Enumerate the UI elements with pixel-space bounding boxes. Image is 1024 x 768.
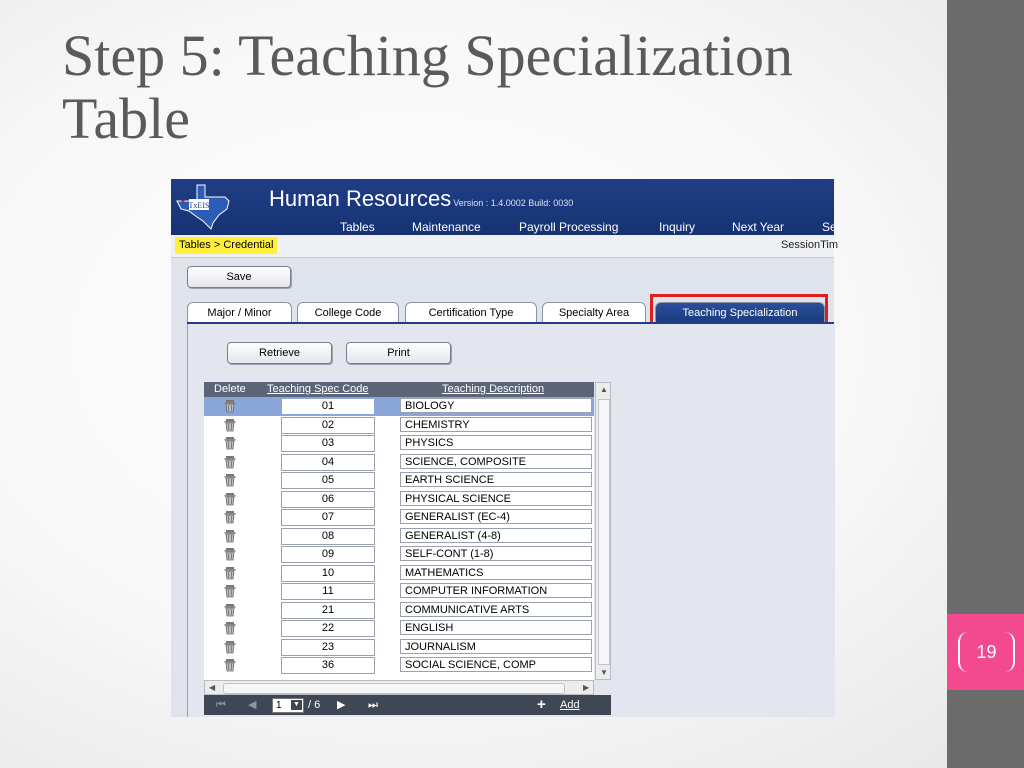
trash-icon[interactable] xyxy=(223,566,237,580)
teaching-spec-code-field[interactable]: 22 xyxy=(281,620,375,637)
grid-pager xyxy=(204,695,611,715)
trash-icon[interactable] xyxy=(223,399,237,413)
scroll-up-icon[interactable]: ▲ xyxy=(600,385,608,394)
breadcrumb-bar xyxy=(171,235,838,258)
logo-text: TxEIS xyxy=(188,201,210,210)
teaching-description-field[interactable]: SOCIAL SCIENCE, COMP xyxy=(400,657,592,672)
trash-icon[interactable] xyxy=(223,529,237,543)
table-row[interactable] xyxy=(204,545,594,564)
save-button[interactable]: Save xyxy=(187,266,291,288)
grid-header xyxy=(204,382,594,397)
add-icon[interactable]: + xyxy=(537,696,546,713)
teaching-spec-code-field[interactable]: 23 xyxy=(281,639,375,656)
table-row[interactable] xyxy=(204,638,594,657)
breadcrumb[interactable]: Tables > Credential xyxy=(175,237,277,254)
teaching-spec-code-field[interactable]: 03 xyxy=(281,435,375,452)
col-delete: Delete xyxy=(214,383,246,395)
teaching-spec-code-field[interactable]: 11 xyxy=(281,583,375,600)
trash-icon[interactable] xyxy=(223,603,237,617)
tab-specialty-area[interactable]: Specialty Area xyxy=(542,302,646,323)
print-button[interactable]: Print xyxy=(346,342,451,364)
tab-teaching-specialization[interactable]: Teaching Specialization xyxy=(655,302,825,323)
vertical-scrollbar[interactable] xyxy=(595,382,611,680)
horizontal-scroll-thumb[interactable] xyxy=(223,683,565,694)
trash-icon[interactable] xyxy=(223,584,237,598)
teaching-spec-code-field[interactable]: 01 xyxy=(281,398,375,415)
teaching-spec-code-field[interactable]: 06 xyxy=(281,491,375,508)
teaching-spec-code-field[interactable]: 04 xyxy=(281,454,375,471)
tab-major-minor[interactable]: Major / Minor xyxy=(187,302,292,323)
table-row[interactable] xyxy=(204,490,594,509)
table-row[interactable] xyxy=(204,471,594,490)
teaching-description-field[interactable]: GENERALIST (4-8) xyxy=(400,528,592,543)
table-row[interactable] xyxy=(204,434,594,453)
scroll-right-icon[interactable]: ▶ xyxy=(583,683,590,692)
menu-se[interactable]: Se xyxy=(822,220,837,234)
chevron-down-icon[interactable]: ▼ xyxy=(291,700,302,710)
slide-title: Step 5: Teaching Specialization Table xyxy=(62,23,793,151)
teaching-spec-code-field[interactable]: 02 xyxy=(281,417,375,434)
col-teaching-spec-code[interactable]: Teaching Spec Code xyxy=(267,383,369,395)
table-row[interactable] xyxy=(204,397,594,416)
teaching-spec-code-field[interactable]: 08 xyxy=(281,528,375,545)
tab-college-code[interactable]: College Code xyxy=(297,302,399,323)
app-title xyxy=(269,186,573,212)
trash-icon[interactable] xyxy=(223,473,237,487)
teaching-description-field[interactable]: CHEMISTRY xyxy=(400,417,592,432)
table-row[interactable] xyxy=(204,508,594,527)
teaching-description-field[interactable]: PHYSICAL SCIENCE xyxy=(400,491,592,506)
teaching-description-field[interactable]: SELF-CONT (1-8) xyxy=(400,546,592,561)
trash-icon[interactable] xyxy=(223,640,237,654)
table-row[interactable] xyxy=(204,527,594,546)
teaching-description-field[interactable]: EARTH SCIENCE xyxy=(400,472,592,487)
menu-tables[interactable]: Tables xyxy=(340,220,375,234)
trash-icon[interactable] xyxy=(223,510,237,524)
teaching-description-field[interactable]: SCIENCE, COMPOSITE xyxy=(400,454,592,469)
table-row[interactable] xyxy=(204,582,594,601)
scroll-down-icon[interactable]: ▼ xyxy=(600,668,608,677)
trash-icon[interactable] xyxy=(223,418,237,432)
teaching-spec-code-field[interactable]: 21 xyxy=(281,602,375,619)
menu-next-year[interactable]: Next Year xyxy=(732,220,785,234)
teaching-description-field[interactable]: PHYSICS xyxy=(400,435,592,450)
teaching-description-field[interactable]: COMPUTER INFORMATION xyxy=(400,583,592,598)
table-row[interactable] xyxy=(204,453,594,472)
table-row[interactable] xyxy=(204,619,594,638)
tab-certification-type[interactable]: Certification Type xyxy=(405,302,537,323)
trash-icon[interactable] xyxy=(223,621,237,635)
teaching-description-field[interactable]: ENGLISH xyxy=(400,620,592,635)
app-title-text: Human Resources xyxy=(269,186,452,211)
teaching-description-field[interactable]: JOURNALISM xyxy=(400,639,592,654)
page-number: 19 xyxy=(958,632,1015,672)
trash-icon[interactable] xyxy=(223,436,237,450)
retrieve-button[interactable]: Retrieve xyxy=(227,342,332,364)
app-version: Version : 1.4.0002 Build: 0030 xyxy=(453,198,574,208)
vertical-scroll-thumb[interactable] xyxy=(598,399,610,665)
teaching-description-field[interactable]: MATHEMATICS xyxy=(400,565,592,580)
table-row[interactable] xyxy=(204,601,594,620)
table-row[interactable] xyxy=(204,656,594,675)
col-teaching-description[interactable]: Teaching Description xyxy=(442,383,545,395)
table-row[interactable] xyxy=(204,564,594,583)
prev-page-icon[interactable]: ◀ xyxy=(248,699,257,711)
page-total: / 6 xyxy=(308,699,321,711)
trash-icon[interactable] xyxy=(223,658,237,672)
page-select[interactable] xyxy=(272,698,304,713)
scroll-left-icon[interactable]: ◀ xyxy=(209,683,216,692)
session-timer: SessionTim xyxy=(780,239,838,251)
page-number-badge xyxy=(947,614,1024,690)
teaching-description-field[interactable]: GENERALIST (EC-4) xyxy=(400,509,592,524)
teaching-spec-code-field[interactable]: 36 xyxy=(281,657,375,674)
add-link[interactable]: Add xyxy=(560,699,580,711)
menu-maintenance[interactable]: Maintenance xyxy=(412,220,481,234)
txeis-logo-icon xyxy=(175,183,235,231)
trash-icon[interactable] xyxy=(223,492,237,506)
teaching-spec-code-field[interactable]: 07 xyxy=(281,509,375,526)
menu-inquiry[interactable]: Inquiry xyxy=(659,220,696,234)
teaching-description-field[interactable]: BIOLOGY xyxy=(400,398,592,413)
grid-rows xyxy=(204,397,594,680)
page-select-value: 1 xyxy=(276,700,282,711)
trash-icon[interactable] xyxy=(223,455,237,469)
next-page-icon[interactable]: ▶ xyxy=(337,699,346,711)
app-screenshot xyxy=(171,179,838,717)
trash-icon[interactable] xyxy=(223,547,237,561)
first-page-icon[interactable]: ⏮ xyxy=(216,699,226,711)
menu-payroll-processing[interactable]: Payroll Processing xyxy=(519,220,619,234)
table-row[interactable] xyxy=(204,416,594,435)
last-page-icon[interactable]: ⏭ xyxy=(368,699,378,711)
teaching-spec-code-field[interactable]: 09 xyxy=(281,546,375,563)
teaching-spec-code-field[interactable]: 10 xyxy=(281,565,375,582)
app-header xyxy=(171,179,837,235)
teaching-spec-code-field[interactable]: 05 xyxy=(281,472,375,489)
horizontal-scrollbar[interactable] xyxy=(204,680,594,695)
teaching-description-field[interactable]: COMMUNICATIVE ARTS xyxy=(400,602,592,617)
